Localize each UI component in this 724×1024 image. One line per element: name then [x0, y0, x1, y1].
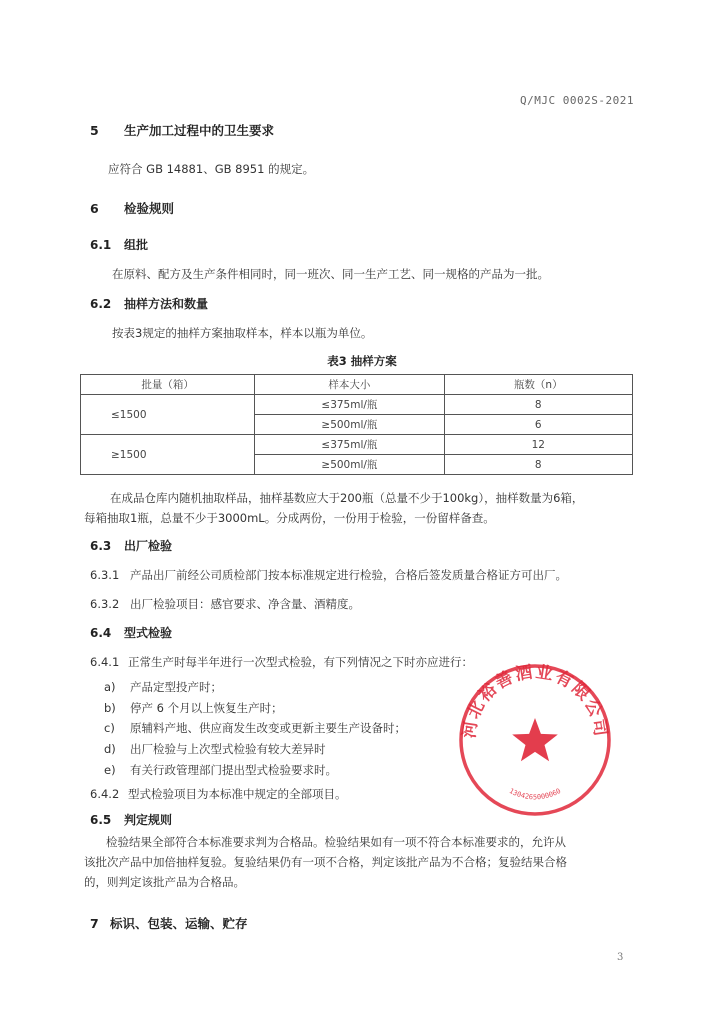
section-number: 5 — [90, 123, 99, 138]
section-number: 6.3.2 — [90, 597, 120, 611]
section-number: 6 — [90, 201, 99, 216]
list-marker: c) — [104, 721, 115, 735]
page-number: 3 — [617, 952, 624, 963]
list-item-text: 原辅料产地、供应商发生改变或更新主要生产设备时； — [130, 721, 406, 735]
section-title: 出厂检验 — [124, 539, 173, 553]
sample-size-cell: ≤375ml/瓶 — [255, 395, 444, 415]
section-number: 6.4 — [90, 626, 112, 640]
paragraph-line: 该批次产品中加倍抽样复验。复验结果仍有一项不合格，判定该批产品为不合格；复验结果合格 — [84, 855, 567, 869]
paragraph-line: 每箱抽取1瓶，总量不少于3000mL。分成两份，一份用于检验，一份留样备查。 — [84, 511, 495, 525]
section-5-heading — [90, 121, 274, 139]
section-7-heading — [90, 914, 248, 932]
sample-size-cell: ≥500ml/瓶 — [255, 455, 444, 475]
section-number: 6.2 — [90, 297, 112, 311]
section-title: 抽样方法和数量 — [124, 297, 209, 311]
sample-size-cell: ≥500ml/瓶 — [255, 415, 444, 435]
list-item — [104, 720, 406, 736]
table-header-cell: 瓶数（n） — [444, 375, 632, 395]
section-text: 型式检验项目为本标准中规定的全部项目。 — [128, 787, 347, 801]
section-6-1-text: 在原料、配方及生产条件相同时，同一班次、同一生产工艺、同一规格的产品为一批。 — [112, 267, 549, 281]
section-number: 6.4.2 — [90, 787, 120, 801]
list-item — [104, 700, 283, 716]
seal-star-icon — [512, 718, 558, 761]
section-6-5-heading — [90, 811, 172, 828]
company-seal-stamp — [455, 660, 615, 820]
batch-cell: ≤1500 — [81, 395, 255, 435]
seal-code: 1304265000060 — [507, 786, 563, 802]
section-title: 生产加工过程中的卫生要求 — [124, 123, 275, 138]
section-6-4-heading — [90, 624, 172, 641]
list-item-text: 产品定型投产时； — [130, 680, 222, 694]
section-number: 6.3 — [90, 539, 112, 553]
section-title: 判定规则 — [124, 813, 173, 827]
section-5-text: 应符合 GB 14881、GB 8951 的规定。 — [108, 162, 315, 176]
paragraph-line: 在成品仓库内随机抽取样品，抽样基数应大于200瓶（总量不少于100kg），抽样数量为6箱， — [110, 491, 584, 505]
table-caption: 表3 抽样方案 — [327, 354, 397, 368]
section-number: 7 — [90, 916, 99, 931]
section-6-1-heading — [90, 236, 148, 253]
section-number: 6.5 — [90, 813, 112, 827]
document-code: Q/MJC 0002S-2021 — [520, 94, 634, 107]
bottle-count-cell: 8 — [444, 455, 632, 475]
table-header-cell: 批量（箱） — [81, 375, 255, 395]
section-6-heading — [90, 199, 174, 217]
table-header-row — [81, 375, 633, 395]
list-item — [104, 741, 326, 757]
list-marker: a) — [104, 680, 116, 694]
section-6-3-2 — [90, 596, 360, 612]
sampling-paragraph — [84, 488, 644, 528]
paragraph-line: 的，则判定该批产品为合格品。 — [84, 875, 245, 889]
section-text: 产品出厂前经公司质检部门按本标准规定进行检验，合格后签发质量合格证方可出厂。 — [130, 568, 567, 582]
list-item — [104, 679, 222, 695]
list-item-text: 出厂检验与上次型式检验有较大差异时 — [130, 742, 326, 756]
section-title: 标识、包装、运输、贮存 — [110, 916, 248, 931]
sampling-table — [80, 374, 633, 475]
section-6-4-2 — [90, 786, 347, 802]
table-row — [81, 395, 633, 415]
bottle-count-cell: 12 — [444, 435, 632, 455]
list-item — [104, 762, 337, 778]
section-6-4-1 — [90, 654, 473, 670]
sample-size-cell: ≤375ml/瓶 — [255, 435, 444, 455]
section-number: 6.1 — [90, 238, 112, 252]
section-number: 6.4.1 — [90, 655, 120, 669]
section-text: 出厂检验项目：感官要求、净含量、酒精度。 — [130, 597, 360, 611]
table-header-cell: 样本大小 — [255, 375, 444, 395]
list-marker: e) — [104, 763, 116, 777]
table-row — [81, 435, 633, 455]
bottle-count-cell: 6 — [444, 415, 632, 435]
section-title: 检验规则 — [124, 201, 175, 216]
list-item-text: 有关行政管理部门提出型式检验要求时。 — [130, 763, 337, 777]
section-title: 型式检验 — [124, 626, 173, 640]
batch-cell: ≥1500 — [81, 435, 255, 475]
paragraph-line: 检验结果全部符合本标准要求判为合格品。检验结果如有一项不符合本标准要求的，允许从 — [106, 835, 566, 849]
judgement-paragraph — [84, 832, 644, 892]
list-marker: d) — [104, 742, 116, 756]
list-item-text: 停产 6 个月以上恢复生产时； — [130, 701, 283, 715]
bottle-count-cell: 8 — [444, 395, 632, 415]
list-marker: b) — [104, 701, 116, 715]
seal-text: 河北裕善酒业有限公司 — [459, 662, 611, 740]
section-title: 组批 — [124, 238, 149, 252]
section-number: 6.3.1 — [90, 568, 120, 582]
section-6-2-heading — [90, 295, 208, 312]
section-6-2-text: 按表3规定的抽样方案抽取样本，样本以瓶为单位。 — [112, 326, 373, 340]
section-text: 正常生产时每半年进行一次型式检验，有下列情况之下时亦应进行： — [128, 655, 473, 669]
section-6-3-heading — [90, 537, 172, 554]
section-6-3-1 — [90, 567, 567, 583]
